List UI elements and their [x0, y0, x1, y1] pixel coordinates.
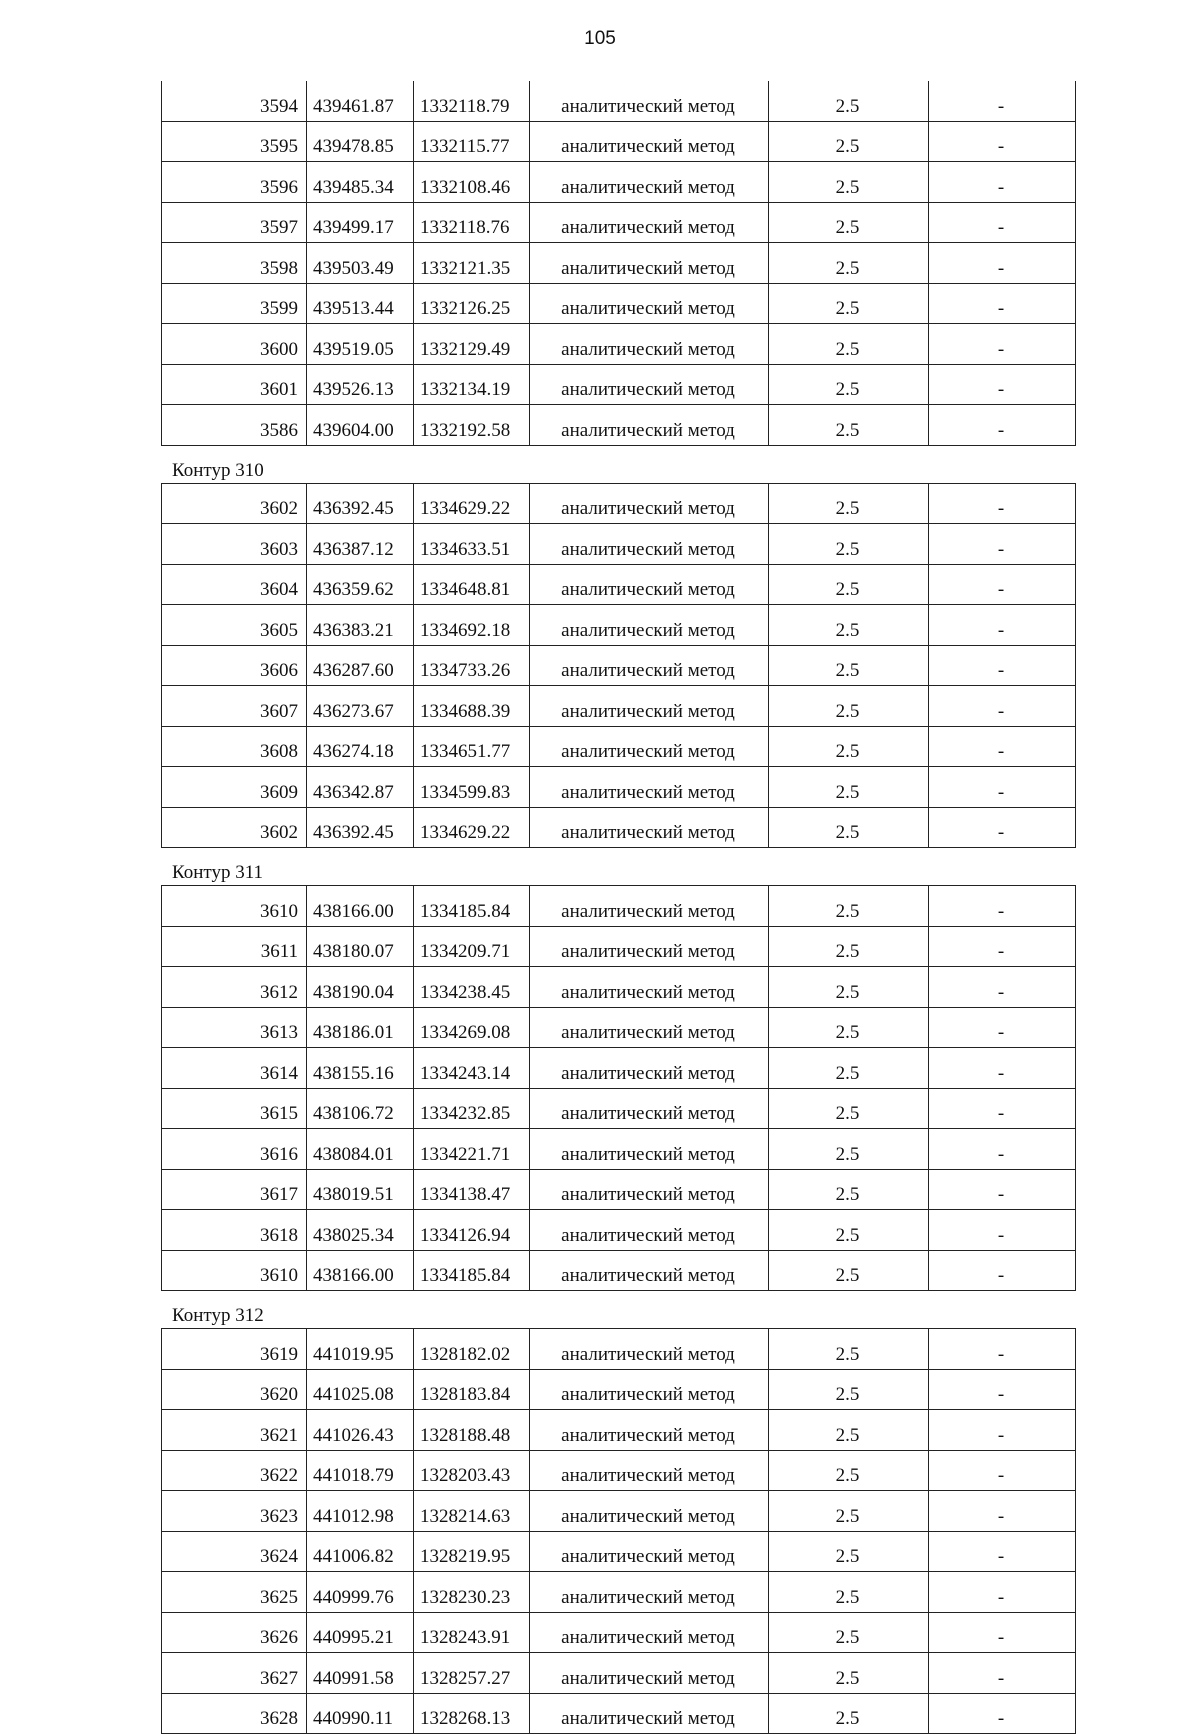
description-cell: - [929, 121, 1076, 162]
accuracy-cell: 2.5 [769, 1169, 929, 1210]
accuracy-cell: 2.5 [769, 483, 929, 524]
x-coordinate-cell: 438190.04 [307, 967, 414, 1008]
description-cell: - [929, 324, 1076, 365]
x-coordinate-cell: 439461.87 [307, 81, 414, 121]
x-coordinate-cell: 441026.43 [307, 1410, 414, 1451]
accuracy-cell: 2.5 [769, 1369, 929, 1410]
y-coordinate-cell: 1328268.13 [414, 1693, 530, 1734]
y-coordinate-cell: 1334126.94 [414, 1210, 530, 1251]
method-cell: аналитический метод [530, 1210, 769, 1251]
accuracy-cell: 2.5 [769, 1612, 929, 1653]
x-coordinate-cell: 440990.11 [307, 1693, 414, 1734]
point-number-cell: 3606 [162, 645, 307, 686]
description-cell: - [929, 1369, 1076, 1410]
description-cell: - [929, 1048, 1076, 1089]
table-row [162, 1048, 1076, 1089]
table-row [162, 967, 1076, 1008]
accuracy-cell: 2.5 [769, 364, 929, 405]
description-cell: - [929, 283, 1076, 324]
x-coordinate-cell: 436273.67 [307, 686, 414, 727]
point-number-cell: 3621 [162, 1410, 307, 1451]
accuracy-cell: 2.5 [769, 162, 929, 203]
method-cell: аналитический метод [530, 1572, 769, 1613]
description-cell: - [929, 605, 1076, 646]
point-number-cell: 3607 [162, 686, 307, 727]
x-coordinate-cell: 440991.58 [307, 1653, 414, 1694]
x-coordinate-cell: 438186.01 [307, 1007, 414, 1048]
description-cell: - [929, 1653, 1076, 1694]
contour-title: Контур 311 [172, 862, 263, 883]
method-cell: аналитический метод [530, 1450, 769, 1491]
point-number-cell: 3626 [162, 1612, 307, 1653]
accuracy-cell: 2.5 [769, 283, 929, 324]
table-row [162, 1129, 1076, 1170]
point-number-cell: 3594 [162, 81, 307, 121]
table-row [162, 645, 1076, 686]
point-number-cell: 3599 [162, 283, 307, 324]
table-row [162, 405, 1076, 446]
table-row [162, 1369, 1076, 1410]
point-number-cell: 3595 [162, 121, 307, 162]
x-coordinate-cell: 439604.00 [307, 405, 414, 446]
description-cell: - [929, 1572, 1076, 1613]
table-row [162, 324, 1076, 365]
table-row [162, 283, 1076, 324]
x-coordinate-cell: 441012.98 [307, 1491, 414, 1532]
accuracy-cell: 2.5 [769, 1088, 929, 1129]
method-cell: аналитический метод [530, 324, 769, 365]
description-cell: - [929, 967, 1076, 1008]
method-cell: аналитический метод [530, 926, 769, 967]
description-cell: - [929, 926, 1076, 967]
y-coordinate-cell: 1328230.23 [414, 1572, 530, 1613]
table-row [162, 564, 1076, 605]
y-coordinate-cell: 1334629.22 [414, 807, 530, 848]
point-number-cell: 3596 [162, 162, 307, 203]
accuracy-cell: 2.5 [769, 1250, 929, 1291]
description-cell: - [929, 1007, 1076, 1048]
y-coordinate-cell: 1332108.46 [414, 162, 530, 203]
point-number-cell: 3617 [162, 1169, 307, 1210]
x-coordinate-cell: 440999.76 [307, 1572, 414, 1613]
method-cell: аналитический метод [530, 81, 769, 121]
coordinates-table [161, 885, 1076, 1291]
method-cell: аналитический метод [530, 162, 769, 203]
y-coordinate-cell: 1334221.71 [414, 1129, 530, 1170]
description-cell: - [929, 1169, 1076, 1210]
y-coordinate-cell: 1332115.77 [414, 121, 530, 162]
table-row [162, 1491, 1076, 1532]
description-cell: - [929, 686, 1076, 727]
x-coordinate-cell: 440995.21 [307, 1612, 414, 1653]
description-cell: - [929, 1693, 1076, 1734]
table-row [162, 1531, 1076, 1572]
point-number-cell: 3603 [162, 524, 307, 565]
point-number-cell: 3600 [162, 324, 307, 365]
x-coordinate-cell: 439513.44 [307, 283, 414, 324]
table-row [162, 1612, 1076, 1653]
description-cell: - [929, 243, 1076, 284]
y-coordinate-cell: 1328243.91 [414, 1612, 530, 1653]
y-coordinate-cell: 1328203.43 [414, 1450, 530, 1491]
accuracy-cell: 2.5 [769, 1007, 929, 1048]
x-coordinate-cell: 436359.62 [307, 564, 414, 605]
contour-title: Контур 312 [172, 1305, 264, 1326]
table-row [162, 605, 1076, 646]
x-coordinate-cell: 439485.34 [307, 162, 414, 203]
table-row [162, 686, 1076, 727]
table-row [162, 1007, 1076, 1048]
y-coordinate-cell: 1334232.85 [414, 1088, 530, 1129]
y-coordinate-cell: 1334651.77 [414, 726, 530, 767]
y-coordinate-cell: 1332129.49 [414, 324, 530, 365]
point-number-cell: 3623 [162, 1491, 307, 1532]
x-coordinate-cell: 441006.82 [307, 1531, 414, 1572]
point-number-cell: 3619 [162, 1329, 307, 1370]
point-number-cell: 3611 [162, 926, 307, 967]
method-cell: аналитический метод [530, 807, 769, 848]
table-row [162, 1693, 1076, 1734]
y-coordinate-cell: 1334688.39 [414, 686, 530, 727]
method-cell: аналитический метод [530, 1048, 769, 1089]
description-cell: - [929, 726, 1076, 767]
accuracy-cell: 2.5 [769, 967, 929, 1008]
table-row [162, 1410, 1076, 1451]
description-cell: - [929, 81, 1076, 121]
y-coordinate-cell: 1334648.81 [414, 564, 530, 605]
accuracy-cell: 2.5 [769, 807, 929, 848]
table-row [162, 483, 1076, 524]
point-number-cell: 3624 [162, 1531, 307, 1572]
coordinates-table [161, 1328, 1076, 1734]
table-row [162, 1450, 1076, 1491]
y-coordinate-cell: 1334185.84 [414, 1250, 530, 1291]
x-coordinate-cell: 438180.07 [307, 926, 414, 967]
description-cell: - [929, 524, 1076, 565]
y-coordinate-cell: 1332126.25 [414, 283, 530, 324]
description-cell: - [929, 1531, 1076, 1572]
method-cell: аналитический метод [530, 1329, 769, 1370]
accuracy-cell: 2.5 [769, 1210, 929, 1251]
method-cell: аналитический метод [530, 1491, 769, 1532]
method-cell: аналитический метод [530, 605, 769, 646]
y-coordinate-cell: 1332134.19 [414, 364, 530, 405]
accuracy-cell: 2.5 [769, 1653, 929, 1694]
method-cell: аналитический метод [530, 1088, 769, 1129]
x-coordinate-cell: 436387.12 [307, 524, 414, 565]
method-cell: аналитический метод [530, 1612, 769, 1653]
description-cell: - [929, 767, 1076, 808]
method-cell: аналитический метод [530, 1250, 769, 1291]
description-cell: - [929, 405, 1076, 446]
coordinates-document [161, 81, 1076, 1734]
coordinates-table [161, 483, 1076, 849]
table-row [162, 807, 1076, 848]
y-coordinate-cell: 1332192.58 [414, 405, 530, 446]
method-cell: аналитический метод [530, 243, 769, 284]
x-coordinate-cell: 439503.49 [307, 243, 414, 284]
accuracy-cell: 2.5 [769, 1450, 929, 1491]
x-coordinate-cell: 439499.17 [307, 202, 414, 243]
accuracy-cell: 2.5 [769, 405, 929, 446]
y-coordinate-cell: 1334238.45 [414, 967, 530, 1008]
y-coordinate-cell: 1334243.14 [414, 1048, 530, 1089]
table-row [162, 1653, 1076, 1694]
point-number-cell: 3614 [162, 1048, 307, 1089]
accuracy-cell: 2.5 [769, 1329, 929, 1370]
point-number-cell: 3612 [162, 967, 307, 1008]
x-coordinate-cell: 436392.45 [307, 483, 414, 524]
accuracy-cell: 2.5 [769, 1693, 929, 1734]
description-cell: - [929, 1210, 1076, 1251]
y-coordinate-cell: 1334269.08 [414, 1007, 530, 1048]
point-number-cell: 3625 [162, 1572, 307, 1613]
y-coordinate-cell: 1334209.71 [414, 926, 530, 967]
x-coordinate-cell: 438166.00 [307, 1250, 414, 1291]
method-cell: аналитический метод [530, 1007, 769, 1048]
accuracy-cell: 2.5 [769, 726, 929, 767]
y-coordinate-cell: 1334633.51 [414, 524, 530, 565]
method-cell: аналитический метод [530, 121, 769, 162]
y-coordinate-cell: 1328188.48 [414, 1410, 530, 1451]
x-coordinate-cell: 438155.16 [307, 1048, 414, 1089]
table-row [162, 243, 1076, 284]
point-number-cell: 3586 [162, 405, 307, 446]
description-cell: - [929, 1491, 1076, 1532]
point-number-cell: 3620 [162, 1369, 307, 1410]
accuracy-cell: 2.5 [769, 767, 929, 808]
accuracy-cell: 2.5 [769, 81, 929, 121]
method-cell: аналитический метод [530, 1169, 769, 1210]
table-row [162, 726, 1076, 767]
accuracy-cell: 2.5 [769, 564, 929, 605]
accuracy-cell: 2.5 [769, 886, 929, 927]
y-coordinate-cell: 1328219.95 [414, 1531, 530, 1572]
y-coordinate-cell: 1332118.76 [414, 202, 530, 243]
y-coordinate-cell: 1334629.22 [414, 483, 530, 524]
y-coordinate-cell: 1328214.63 [414, 1491, 530, 1532]
x-coordinate-cell: 439526.13 [307, 364, 414, 405]
method-cell: аналитический метод [530, 1369, 769, 1410]
method-cell: аналитический метод [530, 767, 769, 808]
accuracy-cell: 2.5 [769, 605, 929, 646]
accuracy-cell: 2.5 [769, 1531, 929, 1572]
table-row [162, 1088, 1076, 1129]
description-cell: - [929, 1612, 1076, 1653]
point-number-cell: 3608 [162, 726, 307, 767]
description-cell: - [929, 564, 1076, 605]
description-cell: - [929, 645, 1076, 686]
accuracy-cell: 2.5 [769, 1572, 929, 1613]
point-number-cell: 3602 [162, 807, 307, 848]
point-number-cell: 3628 [162, 1693, 307, 1734]
table-row [162, 886, 1076, 927]
description-cell: - [929, 483, 1076, 524]
table-row [162, 1210, 1076, 1251]
method-cell: аналитический метод [530, 524, 769, 565]
point-number-cell: 3604 [162, 564, 307, 605]
method-cell: аналитический метод [530, 1129, 769, 1170]
point-number-cell: 3615 [162, 1088, 307, 1129]
point-number-cell: 3618 [162, 1210, 307, 1251]
method-cell: аналитический метод [530, 1531, 769, 1572]
method-cell: аналитический метод [530, 364, 769, 405]
x-coordinate-cell: 438019.51 [307, 1169, 414, 1210]
y-coordinate-cell: 1328257.27 [414, 1653, 530, 1694]
contour-title: Контур 310 [172, 459, 264, 481]
x-coordinate-cell: 436274.18 [307, 726, 414, 767]
page-number: 105 [584, 28, 616, 49]
y-coordinate-cell: 1334692.18 [414, 605, 530, 646]
accuracy-cell: 2.5 [769, 324, 929, 365]
table-row [162, 81, 1076, 121]
description-cell: - [929, 1129, 1076, 1170]
x-coordinate-cell: 441019.95 [307, 1329, 414, 1370]
description-cell: - [929, 1250, 1076, 1291]
accuracy-cell: 2.5 [769, 202, 929, 243]
accuracy-cell: 2.5 [769, 686, 929, 727]
x-coordinate-cell: 438084.01 [307, 1129, 414, 1170]
accuracy-cell: 2.5 [769, 926, 929, 967]
method-cell: аналитический метод [530, 967, 769, 1008]
method-cell: аналитический метод [530, 483, 769, 524]
description-cell: - [929, 364, 1076, 405]
accuracy-cell: 2.5 [769, 1048, 929, 1089]
table-row [162, 202, 1076, 243]
description-cell: - [929, 1410, 1076, 1451]
description-cell: - [929, 807, 1076, 848]
table-row [162, 121, 1076, 162]
method-cell: аналитический метод [530, 405, 769, 446]
point-number-cell: 3627 [162, 1653, 307, 1694]
x-coordinate-cell: 439478.85 [307, 121, 414, 162]
y-coordinate-cell: 1332121.35 [414, 243, 530, 284]
method-cell: аналитический метод [530, 564, 769, 605]
y-coordinate-cell: 1328182.02 [414, 1329, 530, 1370]
description-cell: - [929, 1450, 1076, 1491]
method-cell: аналитический метод [530, 726, 769, 767]
x-coordinate-cell: 436392.45 [307, 807, 414, 848]
accuracy-cell: 2.5 [769, 524, 929, 565]
table-row [162, 1572, 1076, 1613]
method-cell: аналитический метод [530, 1410, 769, 1451]
method-cell: аналитический метод [530, 686, 769, 727]
point-number-cell: 3605 [162, 605, 307, 646]
table-row [162, 1329, 1076, 1370]
point-number-cell: 3622 [162, 1450, 307, 1491]
accuracy-cell: 2.5 [769, 1491, 929, 1532]
y-coordinate-cell: 1334185.84 [414, 886, 530, 927]
point-number-cell: 3616 [162, 1129, 307, 1170]
table-row [162, 162, 1076, 203]
point-number-cell: 3598 [162, 243, 307, 284]
x-coordinate-cell: 438106.72 [307, 1088, 414, 1129]
table-row [162, 926, 1076, 967]
x-coordinate-cell: 436383.21 [307, 605, 414, 646]
method-cell: аналитический метод [530, 1693, 769, 1734]
y-coordinate-cell: 1328183.84 [414, 1369, 530, 1410]
x-coordinate-cell: 439519.05 [307, 324, 414, 365]
table-row [162, 1169, 1076, 1210]
y-coordinate-cell: 1332118.79 [414, 81, 530, 121]
accuracy-cell: 2.5 [769, 243, 929, 284]
x-coordinate-cell: 438166.00 [307, 886, 414, 927]
method-cell: аналитический метод [530, 886, 769, 927]
accuracy-cell: 2.5 [769, 1129, 929, 1170]
table-row [162, 364, 1076, 405]
point-number-cell: 3609 [162, 767, 307, 808]
x-coordinate-cell: 438025.34 [307, 1210, 414, 1251]
description-cell: - [929, 202, 1076, 243]
table-row [162, 767, 1076, 808]
point-number-cell: 3601 [162, 364, 307, 405]
x-coordinate-cell: 441018.79 [307, 1450, 414, 1491]
x-coordinate-cell: 441025.08 [307, 1369, 414, 1410]
point-number-cell: 3613 [162, 1007, 307, 1048]
description-cell: - [929, 162, 1076, 203]
table-row [162, 524, 1076, 565]
method-cell: аналитический метод [530, 202, 769, 243]
y-coordinate-cell: 1334733.26 [414, 645, 530, 686]
point-number-cell: 3597 [162, 202, 307, 243]
coordinates-table [161, 81, 1076, 446]
point-number-cell: 3610 [162, 886, 307, 927]
table-row [162, 1250, 1076, 1291]
point-number-cell: 3602 [162, 483, 307, 524]
description-cell: - [929, 1329, 1076, 1370]
method-cell: аналитический метод [530, 1653, 769, 1694]
accuracy-cell: 2.5 [769, 645, 929, 686]
x-coordinate-cell: 436342.87 [307, 767, 414, 808]
y-coordinate-cell: 1334599.83 [414, 767, 530, 808]
accuracy-cell: 2.5 [769, 121, 929, 162]
method-cell: аналитический метод [530, 283, 769, 324]
accuracy-cell: 2.5 [769, 1410, 929, 1451]
point-number-cell: 3610 [162, 1250, 307, 1291]
description-cell: - [929, 1088, 1076, 1129]
y-coordinate-cell: 1334138.47 [414, 1169, 530, 1210]
description-cell: - [929, 886, 1076, 927]
x-coordinate-cell: 436287.60 [307, 645, 414, 686]
method-cell: аналитический метод [530, 645, 769, 686]
